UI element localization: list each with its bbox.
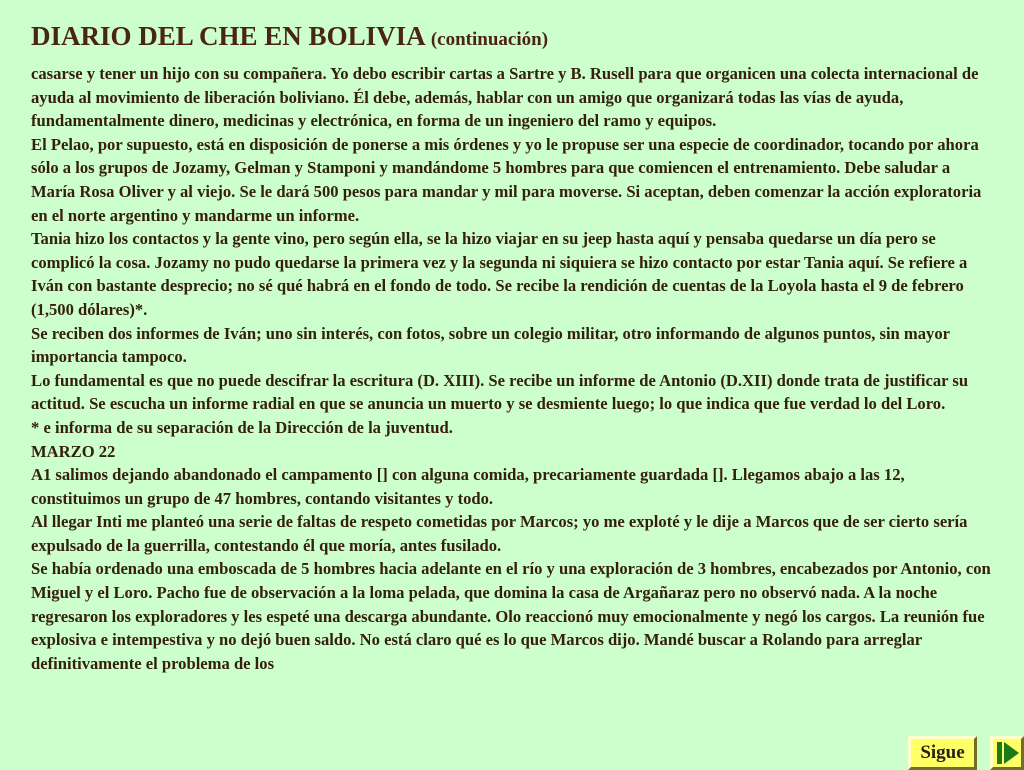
- last-page-icon: [993, 739, 1021, 767]
- footnote: * e informa de su separación de la Dirección de la juventud.: [31, 417, 453, 437]
- page-title: [31, 20, 548, 56]
- last-page-button[interactable]: [990, 736, 1024, 770]
- next-button[interactable]: Sigue: [908, 736, 977, 770]
- paragraph: Se había ordenado una emboscada de 5 hombres hacia adelante en el río y una exploración de 3 hombres, encabezados por Antonio, con Miguel y el Loro. Pacho fue de observación a la loma pelada, que domina la casa de Argañaraz pero no observó nada. A la noche regresaron los exploradores y les espeté una descarga abundante. Olo reaccionó muy emocionalmente y negó los cargos. La reunión fue explosiva e intempestiva y no dejó buen saldo. No está claro qué es lo que Marcos dijo. Mandé buscar a Rolando para arreglar definitivamente el problema de los: [31, 559, 991, 673]
- title-main: DIARIO DEL CHE EN BOLIVIA: [31, 21, 425, 51]
- paragraph: A1 salimos dejando abandonado el campamento [] con alguna comida, precariamente guardada []. Llegamos abajo a las 12, constituimos un grupo de 47 hombres, contando visitantes y todo.: [31, 465, 905, 508]
- paragraph: Tania hizo los contactos y la gente vino, pero según ella, se la hizo viajar en su jeep hasta aquí y pensaba quedarse un día pero se complicó la cosa. Jozamy no pudo quedarse la primera vez y la segunda ni siquiera se hizo contacto por estar Tania aquí. Se refiere a Iván con bastante desprecio; no sé qué habrá en el fondo de todo. Se recibe la rendición de cuentas de la Loyola hasta el 9 de febrero (1,500 dólares)*.: [31, 229, 968, 319]
- paragraph: El Pelao, por supuesto, está en disposición de ponerse a mis órdenes y yo le propuse ser una especie de coordinador, tocando por ahora sólo a los grupos de Jozamy, Gelman y Stamponi y mandándome 5 hombres para que comiencen el entrenamiento. Debe saludar a María Rosa Oliver y al viejo. Se le dará 500 pesos para mandar y mil para moverse. Si aceptan, deben comenzar la acción exploratoria en el norte argentino y mandarme un informe.: [31, 134, 982, 225]
- paragraph: casarse y tener un hijo con su compañera. Yo debo escribir cartas a Sartre y B. Rusell para que organicen una colecta internacional de ayuda al movimiento de liberación boliviano. Él debe, además, hablar con un amigo que organizará todas las vías de ayuda, fundamentalmente dinero, medicinas y electrónica, en forma de un ingeniero del ramo y equipos.: [31, 64, 979, 131]
- paragraph: Al llegar Inti me planteó una serie de faltas de respeto cometidas por Marcos; yo me exploté y le dije a Marcos que de ser cierto sería expulsado de la guerrilla, contestando él que moría, antes fusilado.: [31, 512, 968, 555]
- paragraph: Se reciben dos informes de Iván; uno sin interés, con fotos, sobre un colegio militar, otro informando de algunos puntos, sin mayor importancia tampoco.: [31, 323, 950, 367]
- paragraph: Lo fundamental es que no puede descifrar la escritura (D. XIII). Se recibe un informe de Antonio (D.XII) donde trata de justificar su actitud. Se escucha un informe radial en que se anuncia un muerto y se desmiente luego; lo que indica que fue verdad lo del Loro.: [31, 370, 969, 414]
- title-subtitle: (continuación): [430, 29, 549, 50]
- date-heading: MARZO 22: [31, 441, 116, 461]
- diary-text: [31, 62, 997, 675]
